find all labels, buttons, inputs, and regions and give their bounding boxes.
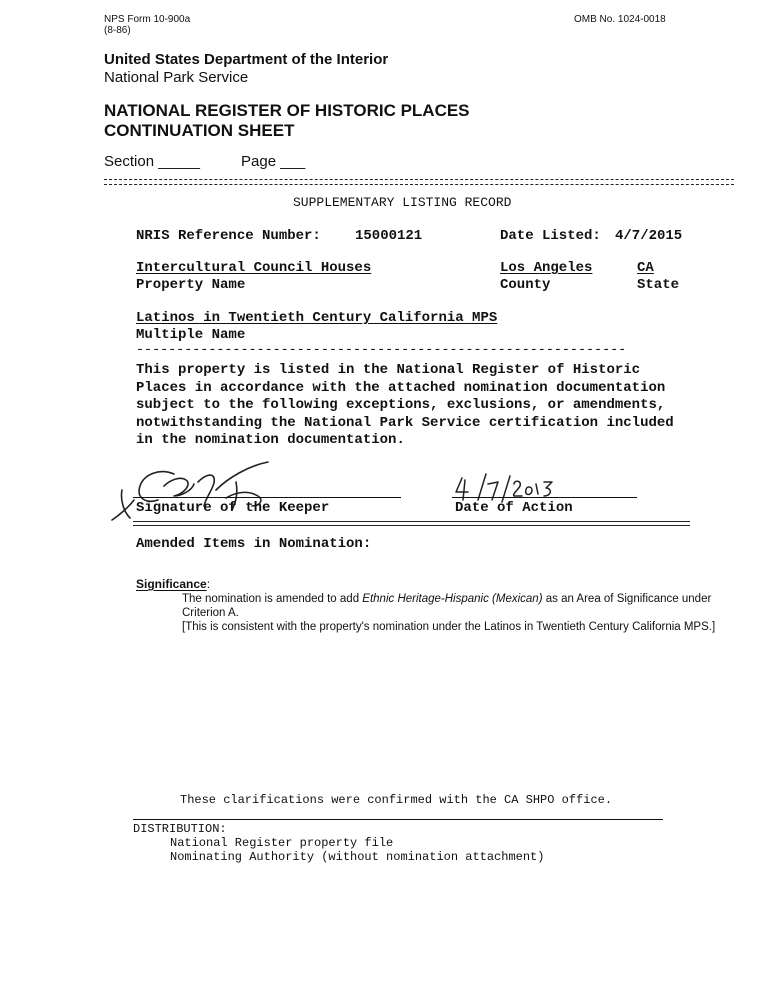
clarification-note: These clarifications were confirmed with the CA SHPO office. [180,793,613,807]
sheet-title: NATIONAL REGISTER OF HISTORIC PLACES [104,101,470,120]
significance-note: [This is consistent with the property's nomination under the Latinos in Twentieth Century California MPS.] [182,621,716,633]
distribution-item: National Register property file [170,836,394,850]
county-value: Los Angeles [500,260,593,276]
header-divider [104,179,734,185]
sheet-subtitle: CONTINUATION SHEET [104,121,295,140]
date-listed-label: Date Listed: [500,228,601,244]
state-label: State [637,277,680,293]
service-name: National Park Service [104,69,249,86]
amend-divider [133,521,690,526]
statement-line: notwithstanding the National Park Service certification included [136,414,674,431]
signature-line [133,497,401,498]
statement-line: This property is listed in the National Register of Historic [136,362,641,378]
property-name-label: Property Name [136,277,246,293]
statement-line: Places in accordance with the attached nomination documentation [136,379,666,396]
page-field: Page ___ [241,153,306,170]
signature-label: Signature of the Keeper [136,500,330,516]
date-of-action-label: Date of Action [455,500,573,516]
department-name: United States Department of the Interior [104,51,389,68]
section-field: Section _____ [104,153,200,170]
nris-label: NRIS Reference Number: [136,228,321,244]
multiple-name-label: Multiple Name [136,327,246,343]
listing-statement [136,362,674,450]
amended-heading: Amended Items in Nomination: [136,536,372,552]
distribution-label: DISTRIBUTION: [133,822,227,836]
county-label: County [500,277,551,293]
significance-text: The nomination is amended to add [182,593,363,605]
omb-number: OMB No. 1024-0018 [574,14,666,25]
multiple-name-value: Latinos in Twentieth Century California MPS [136,310,498,326]
form-number: NPS Form 10-900a [104,14,191,25]
significance-text: as an Area of Significance under [542,593,712,605]
nris-value: 15000121 [355,228,423,244]
date-line [452,497,637,498]
significance-area: Ethnic Heritage-Hispanic (Mexican) [362,593,543,605]
record-heading: SUPPLEMENTARY LISTING RECORD [293,195,512,210]
statement-line: subject to the following exceptions, exclusions, or amendments, [136,397,666,413]
footer-rule [133,819,663,820]
statement-line: in the nomination documentation. [136,432,405,448]
significance-colon: : [206,577,211,591]
significance-criterion: Criterion A. [182,607,239,619]
state-value: CA [637,260,654,276]
significance-line [182,593,711,605]
date-listed-value: 4/7/2015 [615,228,683,244]
property-name-value: Intercultural Council Houses [136,260,372,276]
significance-heading [136,577,210,591]
form-revision: (8-86) [104,25,131,36]
distribution-item: Nominating Authority (without nomination attachment) [170,850,545,864]
dash-divider: ------------------------------------------------------------- [136,343,627,358]
significance-label: Significance [136,577,207,591]
